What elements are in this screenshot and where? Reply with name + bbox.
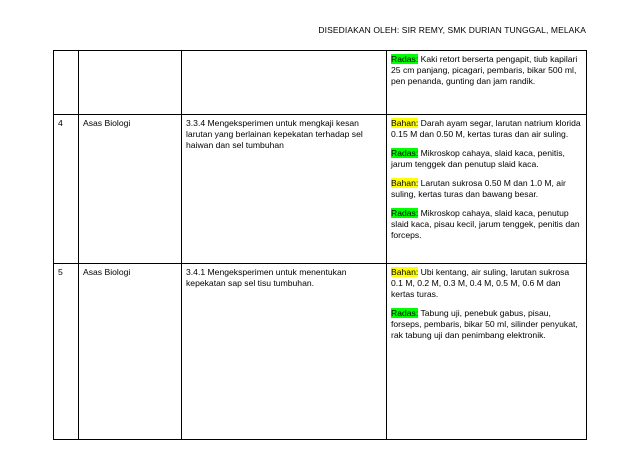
radas-label: Radas: [391,54,419,64]
materials-text: Larutan sukrosa 0.50 M dan 1.0 M, air suling, kertas turas dan bawang besar. [391,178,566,199]
radas-label: Radas: [391,308,419,318]
cell-number: 5 [54,264,79,440]
table-row [54,264,587,440]
bahan-label: Bahan: [391,267,419,277]
materials-entry [391,267,582,300]
materials-entry [391,148,582,170]
materials-entry [391,178,582,200]
cell-topic [79,51,182,115]
bahan-label: Bahan: [391,118,419,128]
materials-text: Mikroskop cahaya, slaid kaca, penutup slaid kaca, pisau kecil, jarum tenggek, penitis dan forceps. [391,208,580,240]
radas-label: Radas: [391,208,419,218]
curriculum-table [53,50,587,440]
materials-text: Mikroskop cahaya, slaid kaca, penitis, jarum tenggek dan penutup slaid kaca. [391,148,565,169]
cell-standard: 3.3.4 Mengeksperimen untuk mengkaji kesan larutan yang berlainan kepekatan terhadap sel haiwan dan sel tumbuhan [182,115,387,264]
page-header: DISEDIAKAN OLEH: SIR REMY, SMK DURIAN TUNGGAL, MELAKA [318,25,586,35]
materials-text: Darah ayam segar, larutan natrium klorida 0.15 M dan 0.50 M, kertas turas dan air suling. [391,118,581,139]
cell-standard: 3.4.1 Mengeksperimen untuk menentukan kepekatan sap sel tisu tumbuhan. [182,264,387,440]
cell-topic: Asas Biologi [79,115,182,264]
table-row [54,115,587,264]
materials-entry [391,118,582,140]
cell-number [54,51,79,115]
materials-entry [391,208,582,241]
cell-number: 4 [54,115,79,264]
materials-entry [391,54,582,87]
cell-materials [387,115,587,264]
cell-materials [387,264,587,440]
materials-text: Tabung uji, penebuk gabus, pisau, forseps, pembaris, bikar 50 ml, silinder penyukat, rak tabung uji dan penimbang elektronik. [391,308,578,340]
cell-standard [182,51,387,115]
cell-topic: Asas Biologi [79,264,182,440]
table-row [54,51,587,115]
radas-label: Radas: [391,148,419,158]
cell-materials [387,51,587,115]
materials-text: Ubi kentang, air suling, larutan sukrosa 0.1 M, 0.2 M, 0.3 M, 0.4 M, 0.5 M, 0.6 M dan kertas turas. [391,267,570,299]
materials-text: Kaki retort berserta pengapit, tiub kapilari 25 cm panjang, picagari, pembaris, bikar 500 ml, pen penanda, gunting dan jam randik. [391,54,578,86]
bahan-label: Bahan: [391,178,419,188]
materials-entry [391,308,582,341]
